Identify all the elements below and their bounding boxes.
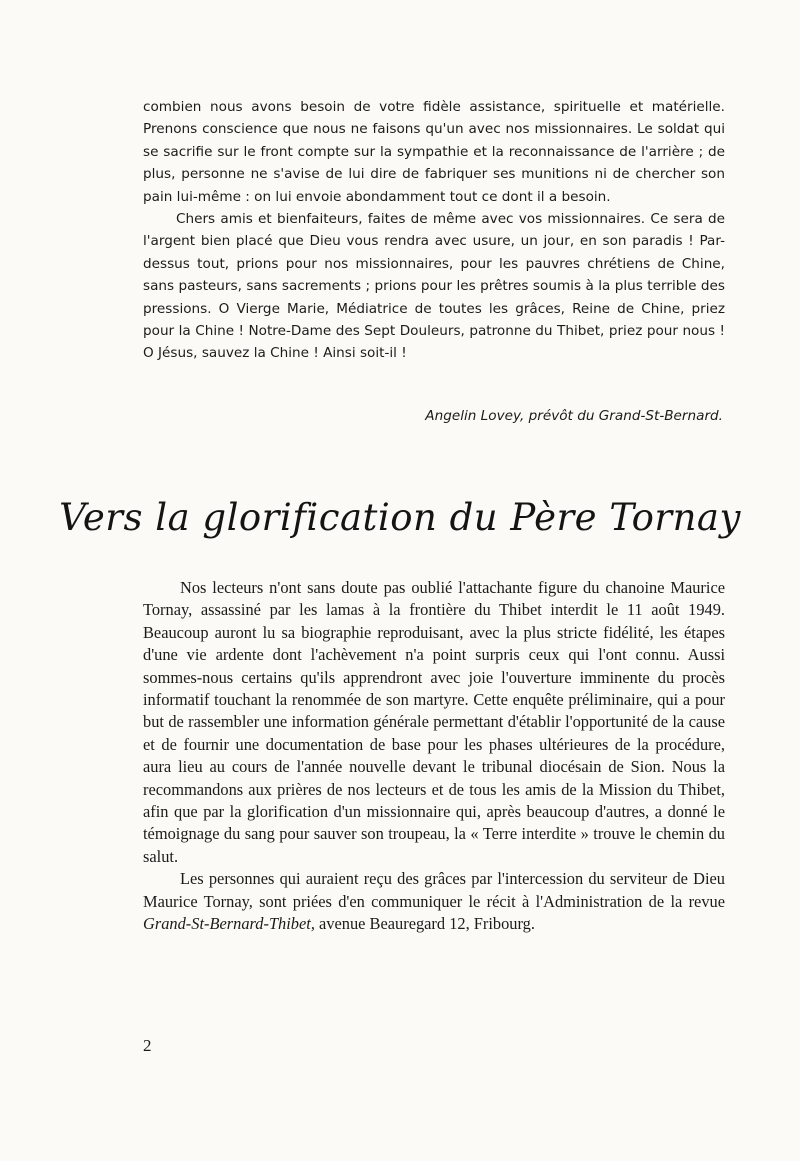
- letter-signature: Angelin Lovey, prévôt du Grand-St-Bernard.: [425, 408, 723, 424]
- letter-paragraph-2: Chers amis et bienfaiteurs, faites de même avec vos missionnaires. Ce sera de l'argent bien placé que Dieu vous rendra avec usure, un jour, en son paradis ! Par-dessus tout, prions pour nos missionnaires, pour les pauvres chrétiens de Chine, sans pasteurs, sans sacrements ; prions pour les prêtres soumis à la plus terrible des pressions. O Vierge Marie, Médiatrice de toutes les grâces, Reine de Chine, priez pour la Chine ! Notre-Dame des Sept Douleurs, patronne du Thibet, priez pour nous ! O Jésus, sauvez la Chine ! Ainsi soit-il !: [143, 211, 725, 362]
- journal-name: Grand-St-Bernard-Thibet,: [143, 914, 315, 934]
- article-paragraph-2-start: Les personnes qui auraient reçu des grâces par l'intercession du serviteur de Dieu Maurice Tornay, sont priées d'en communiquer le récit à l'Administration de la revue: [143, 869, 725, 911]
- article-paragraph-2: [143, 868, 725, 935]
- page-number: 2: [143, 1036, 152, 1055]
- article-title: Vers la glorification du Père Tornay: [59, 496, 741, 539]
- article-paragraph-2-end: avenue Beauregard 12, Fribourg.: [319, 914, 535, 934]
- letter-paragraph-1: combien nous avons besoin de votre fidèle assistance, spirituelle et matérielle. Prenons conscience que nous ne faisons qu'un avec nos missionnaires. Le soldat qui se sacrifie sur le front compte sur la sympathie et la reconnaissance de l'arrière ; de plus, personne ne s'avise de lui dire de fabriquer ses munitions ni de chercher son pain lui-même : on lui envoie abondamment tout ce dont il a besoin.: [143, 99, 725, 205]
- letter-text: [143, 96, 725, 365]
- article-paragraph-1: Nos lecteurs n'ont sans doute pas oublié l'attachante figure du chanoine Maurice Tornay, assassiné par les lamas à la frontière du Thibet interdit le 11 août 1949. Beaucoup auront lu sa biographie reproduisant, avec la plus stricte fidélité, les étapes d'une vie ardente dont l'achèvement n'a point surpris ceux qui l'ont connu. Aussi sommes-nous certains qu'ils apprendront avec joie l'ouverture imminente du procès informatif touchant la renommée de son martyre. Cette enquête préliminaire, qui a pour but de rassembler une information générale permettant d'établir l'opportunité de la cause et de fournir une documentation de base pour les phases ultérieures de la procédure, aura lieu au cours de l'année nouvelle devant le tribunal diocésain de Sion. Nous la recommandons aux prières de nos lecteurs et de tous les amis de la Mission du Thibet, afin que par la glorification d'un missionnaire qui, après beaucoup d'autres, a donné le témoignage du sang pour sauver son troupeau, la « Terre interdite » trouve le chemin du salut.: [143, 578, 725, 866]
- article-text: [143, 577, 725, 936]
